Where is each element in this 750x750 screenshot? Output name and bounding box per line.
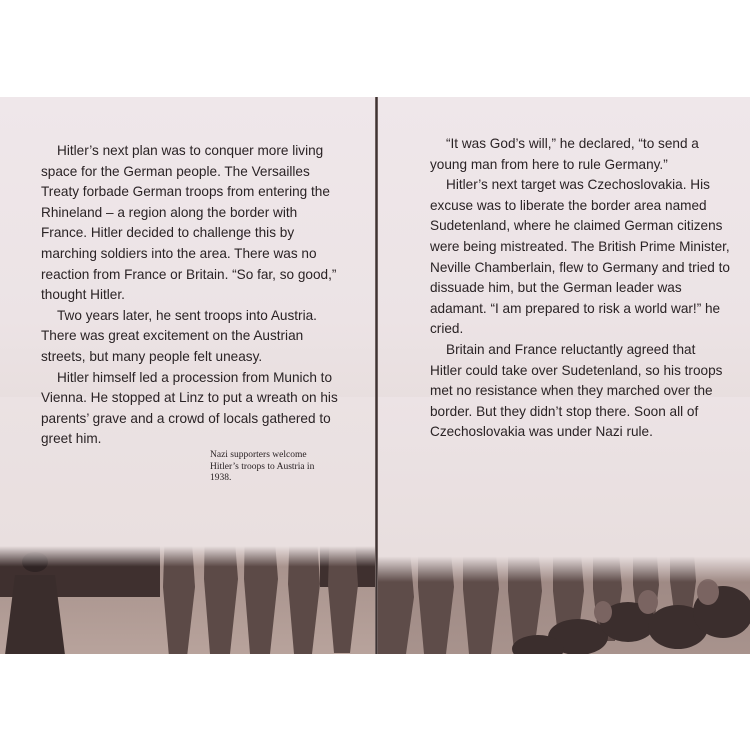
left-body-text	[41, 141, 342, 450]
book-spread	[0, 97, 750, 654]
paragraph: Two years later, he sent troops into Austria. There was great excitement on the Austrian streets, but many people felt uneasy.	[41, 307, 317, 364]
paragraph: “It was God’s will,” he declared, “to send a young man from here to rule Germany.”	[430, 136, 699, 172]
photo-caption: Nazi supporters welcome Hitler’s troops to Austria in 1938.	[210, 450, 315, 483]
paragraph: Hitler’s next plan was to conquer more living space for the German people. The Versailles Treaty forbade German troops from entering the Rhineland – a region along the border with France. Hitler decided to challenge this by marching soldiers into the area. There was no reaction from France or Britain. “So far, so good,” thought Hitler.	[41, 143, 337, 303]
paragraph: Hitler himself led a procession from Munich to Vienna. He stopped at Linz to put a wreath on his parents’ grave and a crowd of locals gathered to greet him.	[41, 369, 338, 447]
paragraph: Hitler’s next target was Czechoslovakia. His excuse was to liberate the border area named Sudetenland, where he claimed German citizens were being mistreated. The British Prime Minister, Neville Chamberlain, flew to Germany and tried to dissuade him, but the German leader was adamant. “I am prepared to risk a world war!” he cried.	[430, 177, 730, 337]
left-page	[0, 97, 376, 654]
paragraph: Britain and France reluctantly agreed that Hitler could take over Sudetenland, so his troops met no resistance when they marched over the border. But they didn’t stop there. Soon all of Czechoslovakia was under Nazi rule.	[430, 341, 723, 440]
right-page	[378, 97, 750, 654]
right-body-text	[430, 134, 730, 443]
